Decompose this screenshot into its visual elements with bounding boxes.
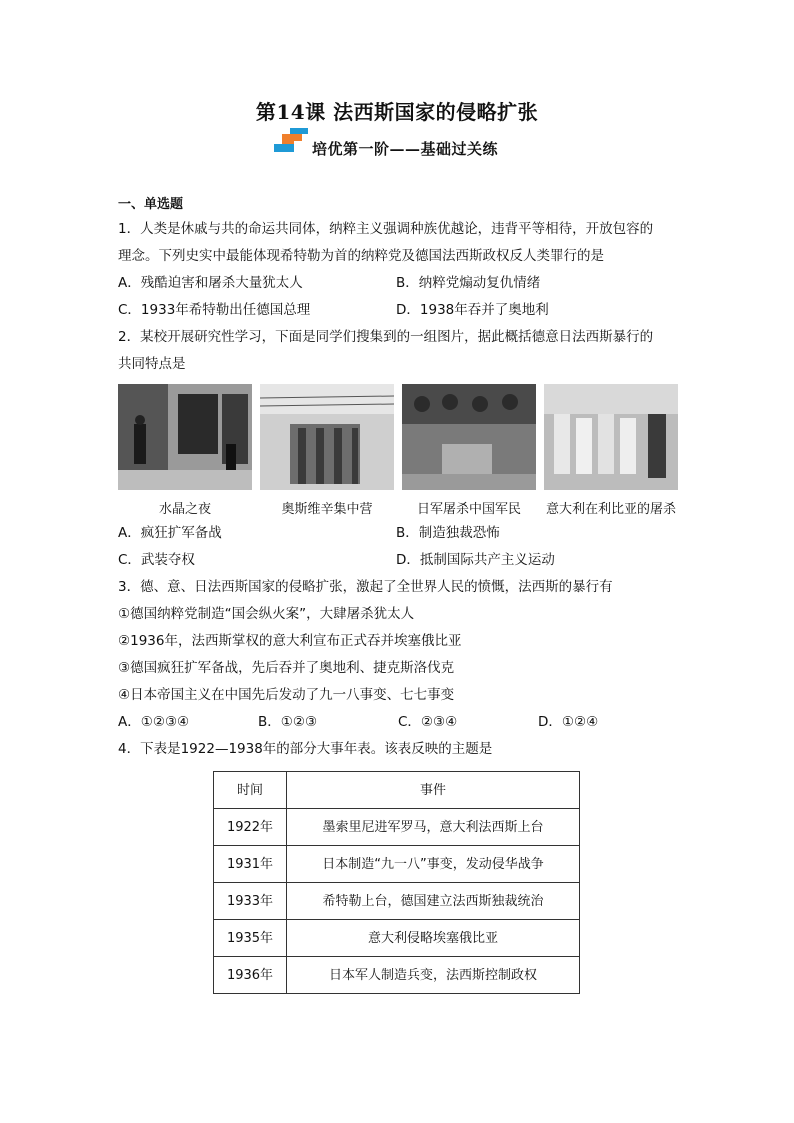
question-content [118, 194, 678, 994]
q1-option-b[interactable]: B．纳粹党煽动复仇情绪 [396, 275, 541, 291]
caption-crystal-night: 水晶之夜 [158, 502, 211, 517]
q2-option-c[interactable]: C．武装夺权 [118, 552, 195, 568]
q1-stem-line2: 理念。下列史实中最能体现希特勒为首的纳粹党及德国法西斯政权反人类罪行的是 [118, 248, 604, 264]
photo-auschwitz [260, 384, 394, 520]
q3-item-1: ①德国纳粹党制造“国会纵火案”，大肆屠杀犹太人 [118, 606, 415, 622]
table-header-row [214, 772, 580, 809]
q1-option-d[interactable]: D．1938年吞并了奥地利 [396, 302, 549, 318]
q2-photo-row [118, 384, 678, 520]
table-header-time: 时间 [214, 772, 287, 809]
photo-japanese-massacre [402, 384, 536, 520]
q3-option-a[interactable]: A．①②③④ [118, 714, 190, 730]
page-subtitle: 培优第一阶——基础过关练 [312, 140, 499, 158]
q2-stem-line1: 2．某校开展研究性学习，下面是同学们搜集到的一组图片，据此概括德意日法西斯暴行的 [118, 329, 654, 345]
q3-option-c[interactable]: C．②③④ [398, 714, 458, 730]
photo-crystal-night-image [118, 384, 252, 490]
table-header-event: 事件 [287, 772, 580, 809]
photo-italy-libya-image [544, 384, 678, 490]
table-row [214, 846, 580, 883]
table-cell-event: 希特勒上台，德国建立法西斯独裁统治 [287, 883, 580, 920]
table-row [214, 920, 580, 957]
subtitle-block [270, 128, 570, 164]
q2-options-row1 [118, 520, 678, 547]
decor-orange-block-2 [282, 134, 294, 144]
q2-options-row2 [118, 547, 678, 574]
table-row [214, 883, 580, 920]
q3-options-row [118, 709, 678, 736]
q1-options-row1 [118, 270, 678, 297]
q4-stem: 4．下表是1922—1938年的部分大事年表。该表反映的主题是 [118, 741, 493, 757]
photo-japanese-massacre-image [402, 384, 536, 490]
photo-italy-libya [544, 384, 678, 520]
caption-auschwitz: 奥斯维辛集中营 [281, 502, 373, 517]
caption-japanese-massacre: 日军屠杀中国军民 [416, 502, 521, 517]
q1-option-a[interactable]: A．残酷迫害和屠杀大量犹太人 [118, 275, 303, 291]
q4-timeline-table [213, 771, 580, 994]
decor-blue-block-bottom [274, 144, 294, 152]
table-cell-year: 1935年 [214, 920, 287, 957]
table-row [214, 809, 580, 846]
q2-option-d[interactable]: D．抵制国际共产主义运动 [396, 552, 555, 568]
q2-option-a[interactable]: A．疯狂扩军备战 [118, 525, 222, 541]
table-cell-year: 1936年 [214, 957, 287, 994]
q3-item-4: ④日本帝国主义在中国先后发动了九一八事变、七七事变 [118, 687, 455, 703]
photo-auschwitz-image [260, 384, 394, 490]
q1-stem-line1: 1．人类是休戚与共的命运共同体，纳粹主义强调种族优越论，违背平等相待，开放包容的 [118, 221, 654, 237]
q3-stem: 3．德、意、日法西斯国家的侵略扩张，激起了全世界人民的愤慨，法西斯的暴行有 [118, 579, 613, 595]
q3-option-b[interactable]: B．①②③ [258, 714, 318, 730]
table-cell-event: 日本军人制造兵变，法西斯控制政权 [287, 957, 580, 994]
section-heading: 一、单选题 [118, 197, 184, 212]
photo-crystal-night [118, 384, 252, 520]
table-cell-year: 1933年 [214, 883, 287, 920]
table-cell-event: 墨索里尼进军罗马，意大利法西斯上台 [287, 809, 580, 846]
q2-stem-line2: 共同特点是 [118, 356, 186, 372]
q1-options-row2 [118, 297, 678, 324]
q3-item-2: ②1936年，法西斯掌权的意大利宣布正式吞并埃塞俄比亚 [118, 633, 462, 649]
table-cell-year: 1922年 [214, 809, 287, 846]
caption-italy-libya: 意大利在利比亚的屠杀 [545, 502, 676, 517]
q2-option-b[interactable]: B．制造独裁恐怖 [396, 525, 500, 541]
q3-option-d[interactable]: D．①②④ [538, 714, 599, 730]
page-title: 第14课 法西斯国家的侵略扩张 [255, 100, 539, 124]
table-cell-event: 日本制造“九一八”事变，发动侵华战争 [287, 846, 580, 883]
table-row [214, 957, 580, 994]
table-cell-event: 意大利侵略埃塞俄比亚 [287, 920, 580, 957]
q1-option-c[interactable]: C．1933年希特勒出任德国总理 [118, 302, 311, 318]
q3-item-3: ③德国疯狂扩军备战，先后吞并了奥地利、捷克斯洛伐克 [118, 660, 455, 676]
table-cell-year: 1931年 [214, 846, 287, 883]
